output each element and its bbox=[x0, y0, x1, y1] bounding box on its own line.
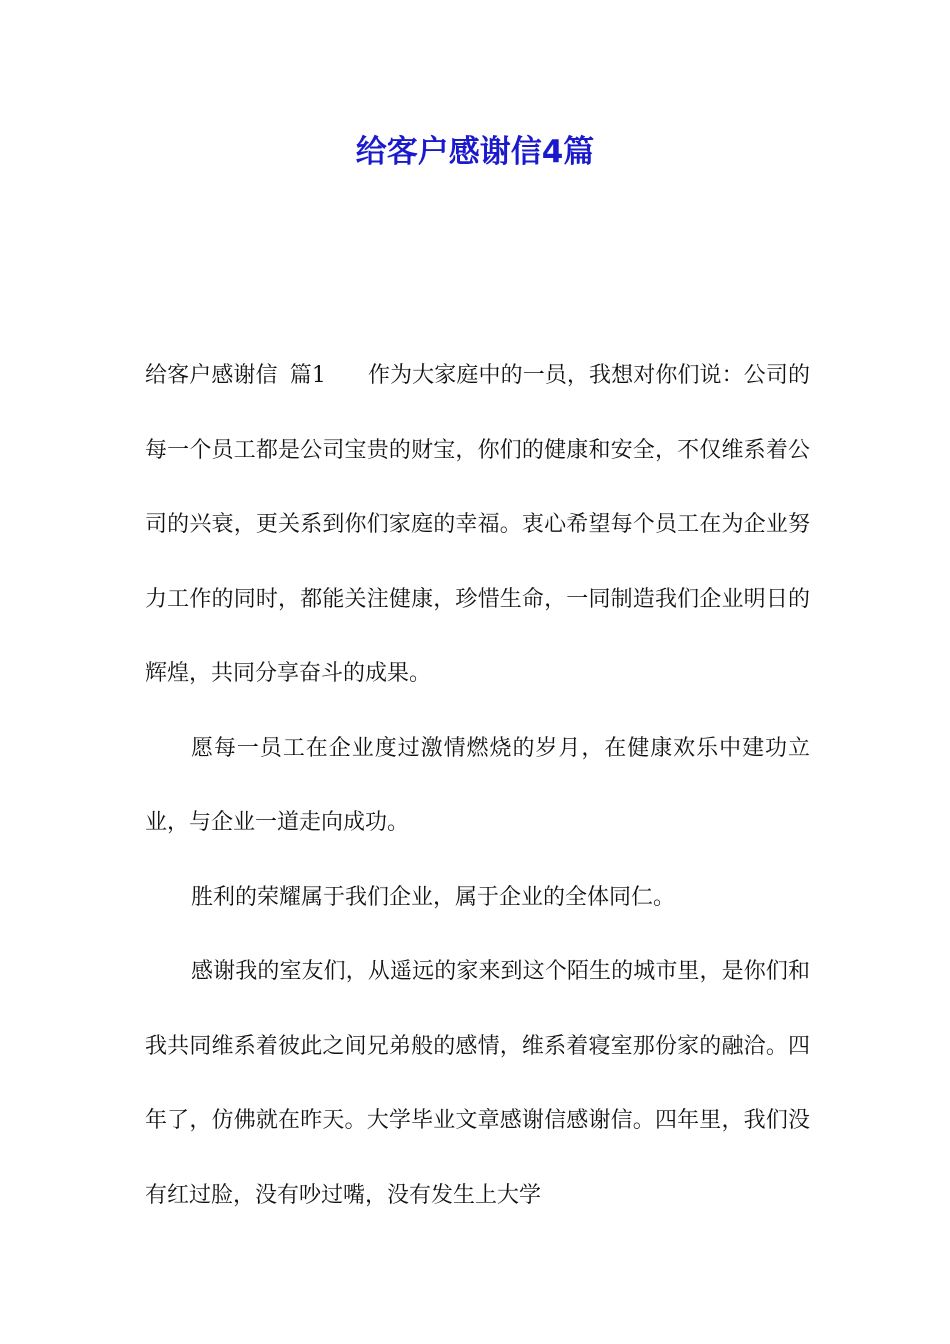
document-title: 给客户感谢信4篇 bbox=[355, 134, 595, 170]
paragraph-1-text: 作为大家庭中的一员，我想对你们说：公司的每一个员工都是公司宝贵的财宝，你们的健康和安全，不仅维系着公司的兴衰，更关系到你们家庭的幸福。衷心希望每个员工在为企业努力工作的同时，都能关注健康，珍惜生命，一同制造我们企业明日的辉煌，共同分享奋斗的成果。 bbox=[145, 363, 810, 686]
paragraph-4: 感谢我的室友们，从遥远的家来到这个陌生的城市里，是你们和我共同维系着彼此之间兄弟般的感情，维系着寝室那份家的融洽。四年了，仿佛就在昨天。大学毕业文章感谢信感谢信。四年里，我们没有红过脸，没有吵过嘴，没有发生上大学 bbox=[145, 959, 810, 1208]
paragraph-3: 胜利的荣耀属于我们企业，属于企业的全体同仁。 bbox=[191, 884, 676, 910]
paragraph-2: 愿每一员工在企业度过激情燃烧的岁月，在健康欢乐中建功立业，与企业一道走向成功。 bbox=[145, 735, 810, 835]
document-body bbox=[145, 339, 810, 1233]
section-number: 篇1 bbox=[289, 363, 326, 388]
paragraph-1 bbox=[145, 339, 810, 712]
section-heading: 给客户感谢信 bbox=[145, 363, 278, 388]
